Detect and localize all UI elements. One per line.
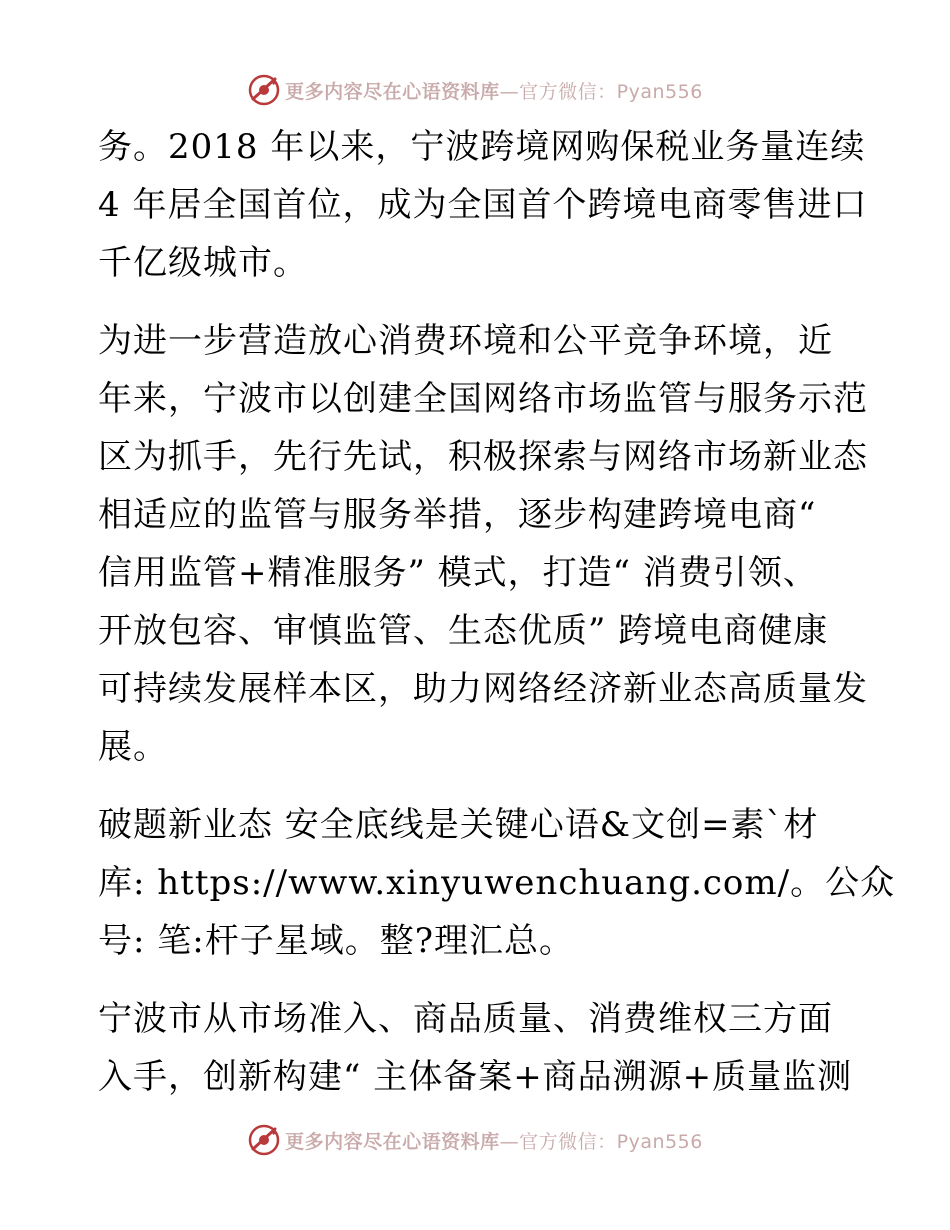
watermark-dash: — [499,1130,520,1153]
watermark-brand: 更多内容尽在心语资料库 [285,1130,500,1153]
text-line: 相适应的监管与服务举措，逐步构建跨境电商“ [98,495,817,535]
watermark-group [247,73,703,107]
text-line: 入手，创新构建“ 主体备案+商品溯源+质量监测 [98,1057,853,1097]
text-line: 区为抓手，先行先试，积极探索与网络市场新业态 [98,437,868,477]
watermark-brand: 更多内容尽在心语资料库 [285,80,500,103]
watermark-dash: — [499,80,520,103]
text-line: 千亿级城市。 [98,243,308,283]
paragraph-1 [98,118,868,292]
watermark-suffix: 官方微信：Pyan556 [519,1130,703,1153]
quill-logo-icon [247,1123,281,1157]
document-body [98,118,896,1126]
text-line: 破题新业态 安全底线是关键心语&文创=素`材 [98,805,819,845]
text-line: 号: 笔:杆子星域。整?理汇总。 [98,921,574,961]
text-line: 库: https://www.xinyuwenchuang.com/。公众 [98,863,896,903]
text-line: 务。2018 年以来，宁波跨境网购保税业务量连续 [98,127,866,167]
watermark-suffix: 官方微信：Pyan556 [519,80,703,103]
text-line: 开放包容、审慎监管、生态优质” 跨境电商健康 [98,611,829,651]
paragraph-2 [98,312,868,776]
watermark-text [285,1127,703,1154]
header-watermark [0,72,950,108]
text-line: 年来，宁波市以创建全国网络市场监管与服务示范 [98,379,868,419]
paragraph-3 [98,796,896,970]
watermark-text [285,77,703,104]
footer-watermark [0,1122,950,1158]
text-line: 可持续发展样本区，助力网络经济新业态高质量发 [98,669,868,709]
text-line: 展。 [98,727,168,767]
text-line: 宁波市从市场准入、商品质量、消费维权三方面 [98,999,833,1039]
text-line: 4 年居全国首位，成为全国首个跨境电商零售进口 [98,185,868,225]
text-line: 为进一步营造放心消费环境和公平竞争环境，近 [98,321,833,361]
quill-logo-icon [247,73,281,107]
text-line: 信用监管+精准服务” 模式，打造“ 消费引领、 [98,553,818,593]
watermark-group [247,1123,703,1157]
paragraph-4 [98,990,858,1106]
